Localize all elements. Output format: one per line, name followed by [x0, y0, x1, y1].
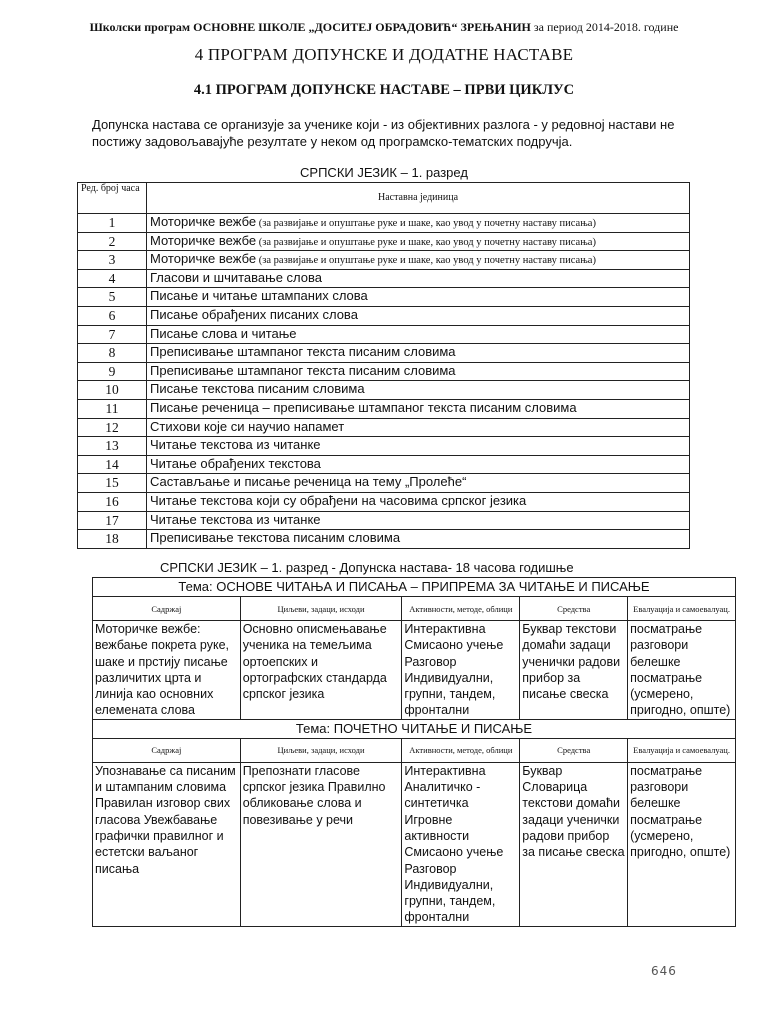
block1-evaluation: посматрање разговори белешке посматрање (усмерено, пригодно, опште) — [628, 621, 736, 720]
table-row — [78, 530, 690, 549]
block1-content: Моторичке вежбе: вежбање покрета руке, шаке и прстију писање различитих црта и линија као основних елемената слова — [93, 621, 241, 720]
lesson-unit — [147, 269, 690, 288]
header-school-name: Школски програм ОСНОВНЕ ШКОЛЕ „ДОСИТЕЈ ОБРАДОВИЋ“ ЗРЕЊАНИН — [89, 20, 531, 34]
lesson-number: 15 — [78, 474, 147, 493]
block2-resources: Буквар Словарица текстови домаћи задаци ученички радови прибор за писање свеска — [520, 762, 628, 926]
curriculum-row — [93, 762, 736, 926]
lesson-number: 12 — [78, 418, 147, 437]
table-row — [78, 437, 690, 456]
lesson-unit — [147, 399, 690, 418]
table1-caption: СРПСКИ ЈЕЗИК – 1. разред — [300, 165, 468, 180]
table-row — [78, 399, 690, 418]
lesson-number: 7 — [78, 325, 147, 344]
lesson-title: Гласови и шчитавање слова — [150, 269, 323, 285]
lesson-unit — [147, 455, 690, 474]
col-goals: Циљеви, задаци, исходи — [240, 597, 402, 621]
lesson-unit — [147, 511, 690, 530]
table-row — [78, 344, 690, 363]
col-resources: Средства — [520, 597, 628, 621]
block1-goals: Основно описмењавање ученика на темељима ортоепских и ортографских стандарда српског језика — [240, 621, 402, 720]
table-row — [78, 511, 690, 530]
table2-caption: СРПСКИ ЈЕЗИК – 1. разред - Допунска настава- 18 часова годишње — [160, 560, 574, 575]
theme-1-title: Тема: ОСНОВЕ ЧИТАЊА И ПИСАЊА – ПРИПРЕМА ЗА ЧИТАЊЕ И ПИСАЊЕ — [93, 578, 736, 597]
col-content: Садржај — [93, 597, 241, 621]
lessons-table — [77, 182, 690, 549]
lesson-note: (за развијање и опуштање руке и шаке, као увод у почетну наставу писања) — [256, 236, 596, 248]
col-resources: Средства — [520, 738, 628, 762]
lesson-unit — [147, 214, 690, 233]
col-evaluation: Евалуација и самоевалуац. — [628, 738, 736, 762]
lesson-unit — [147, 418, 690, 437]
block2-evaluation: посматрање разговори белешке посматрање (усмерено, пригодно, опште) — [628, 762, 736, 926]
lesson-title: Преписивање штампаног текста писаним словима — [150, 362, 456, 378]
page-number: 646 — [651, 964, 677, 978]
lesson-unit — [147, 288, 690, 307]
curriculum-header-row — [93, 738, 736, 762]
table-row — [78, 455, 690, 474]
lesson-title: Писање реченица – преписивање штампаног текста писаним словима — [150, 399, 577, 415]
lesson-unit — [147, 492, 690, 511]
col-activities: Активности, методе, облици — [402, 597, 520, 621]
header-period: за период 2014-2018. године — [530, 20, 679, 34]
lesson-unit — [147, 232, 690, 251]
theme-row — [93, 578, 736, 597]
col-lesson-number: Ред. број часа — [78, 183, 147, 214]
lesson-title: Читање текстова који су обрађени на часовима српског језика — [150, 492, 527, 508]
lesson-note: (за развијање и опуштање руке и шаке, као увод у почетну наставу писања) — [256, 218, 596, 229]
block1-activities: Интерактивна Смисаоно учење Разговор Индивидуални, групни, тандем, фронтални — [402, 621, 520, 720]
intro-paragraph: Допунска настава се организује за ученике који - из објективних разлога - у редовној настави не постижу задовољавајуће резултате у неком од програмско-тематских подручја. — [92, 117, 675, 149]
lesson-number: 17 — [78, 511, 147, 530]
block2-activities: Интерактивна Аналитичко - синтетичка Игровне активности Смисаоно учење Разговор Индивидуални, групни, тандем, фронтални — [402, 762, 520, 926]
lesson-title: Писање и читање штампаних слова — [150, 288, 368, 304]
table-row — [78, 474, 690, 493]
lesson-title: Писање слова и читање — [150, 325, 297, 341]
lesson-title: Састављање и писање реченица на тему „Пролеће“ — [150, 474, 467, 490]
theme-row — [93, 719, 736, 738]
block1-resources: Буквар текстови домаћи задаци ученички радови прибор за писање свеска — [520, 621, 628, 720]
lesson-unit — [147, 381, 690, 400]
table-row — [78, 492, 690, 511]
lesson-note: (за развијање и опуштање руке и шаке, као увод у почетну наставу писања) — [256, 255, 596, 267]
lesson-number: 6 — [78, 306, 147, 325]
lesson-unit — [147, 437, 690, 456]
lesson-number: 11 — [78, 399, 147, 418]
lesson-unit — [147, 474, 690, 493]
lesson-unit — [147, 362, 690, 381]
lesson-unit — [147, 325, 690, 344]
lesson-number: 13 — [78, 437, 147, 456]
lesson-title: Моторичке вежбе — [150, 214, 257, 229]
lesson-number: 8 — [78, 344, 147, 363]
page-header — [0, 20, 768, 35]
lesson-title: Преписивање штампаног текста писаним словима — [150, 344, 456, 360]
lesson-unit — [147, 344, 690, 363]
table-row — [78, 214, 690, 233]
lesson-unit — [147, 306, 690, 325]
col-evaluation: Евалуација и самоевалуац. — [628, 597, 736, 621]
block2-content: Упознавање са писаним и штампаним словима Правилан изговор свих гласова Увежбавање графички правилног и естетски ваљаног писања — [93, 762, 241, 926]
table-row — [78, 362, 690, 381]
lesson-number: 10 — [78, 381, 147, 400]
lesson-title: Писање текстова писаним словима — [150, 381, 365, 397]
curriculum-header-row — [93, 597, 736, 621]
lesson-title: Преписивање текстова писаним словима — [150, 530, 401, 546]
lesson-title: Моторичке вежбе — [150, 232, 257, 248]
lessons-table-header — [78, 183, 690, 214]
lesson-title: Моторичке вежбе — [150, 251, 257, 267]
lesson-number: 1 — [78, 214, 147, 233]
col-goals: Циљеви, задаци, исходи — [240, 738, 402, 762]
lesson-number: 4 — [78, 269, 147, 288]
table-row — [78, 232, 690, 251]
curriculum-table — [92, 577, 736, 927]
lesson-title: Читање текстова из читанке — [150, 437, 321, 453]
lesson-number: 18 — [78, 530, 147, 549]
lesson-unit — [147, 251, 690, 270]
lesson-number: 9 — [78, 362, 147, 381]
curriculum-row — [93, 621, 736, 720]
table-row — [78, 269, 690, 288]
lesson-number: 5 — [78, 288, 147, 307]
table-row — [78, 325, 690, 344]
lesson-number: 2 — [78, 232, 147, 251]
theme-2-title: Тема: ПОЧЕТНО ЧИТАЊЕ И ПИСАЊЕ — [93, 719, 736, 738]
table-row — [78, 288, 690, 307]
lesson-title: Стихови које си научио напамет — [150, 418, 345, 434]
subsection-title: 4.1 ПРОГРАМ ДОПУНСКЕ НАСТАВЕ – ПРВИ ЦИКЛУС — [193, 82, 575, 98]
block2-goals: Препознати гласове српског језика Правилно обликовање слова и повезивање у речи — [240, 762, 402, 926]
col-lesson-unit: Наставна јединица — [147, 183, 690, 214]
table-row — [78, 418, 690, 437]
table-row — [78, 251, 690, 270]
lesson-title: Читање текстова из читанке — [150, 511, 321, 527]
lesson-number: 16 — [78, 492, 147, 511]
lesson-title: Писање обрађених писаних слова — [150, 306, 358, 322]
lesson-unit — [147, 530, 690, 549]
lesson-number: 3 — [78, 251, 147, 270]
col-content: Садржај — [93, 738, 241, 762]
lesson-title: Читање обрађених текстова — [150, 455, 321, 471]
col-activities: Активности, методе, облици — [402, 738, 520, 762]
section-title: 4 ПРОГРАМ ДОПУНСКЕ И ДОДАТНЕ НАСТАВЕ — [194, 45, 574, 64]
table-row — [78, 381, 690, 400]
table-row — [78, 306, 690, 325]
lesson-number: 14 — [78, 455, 147, 474]
